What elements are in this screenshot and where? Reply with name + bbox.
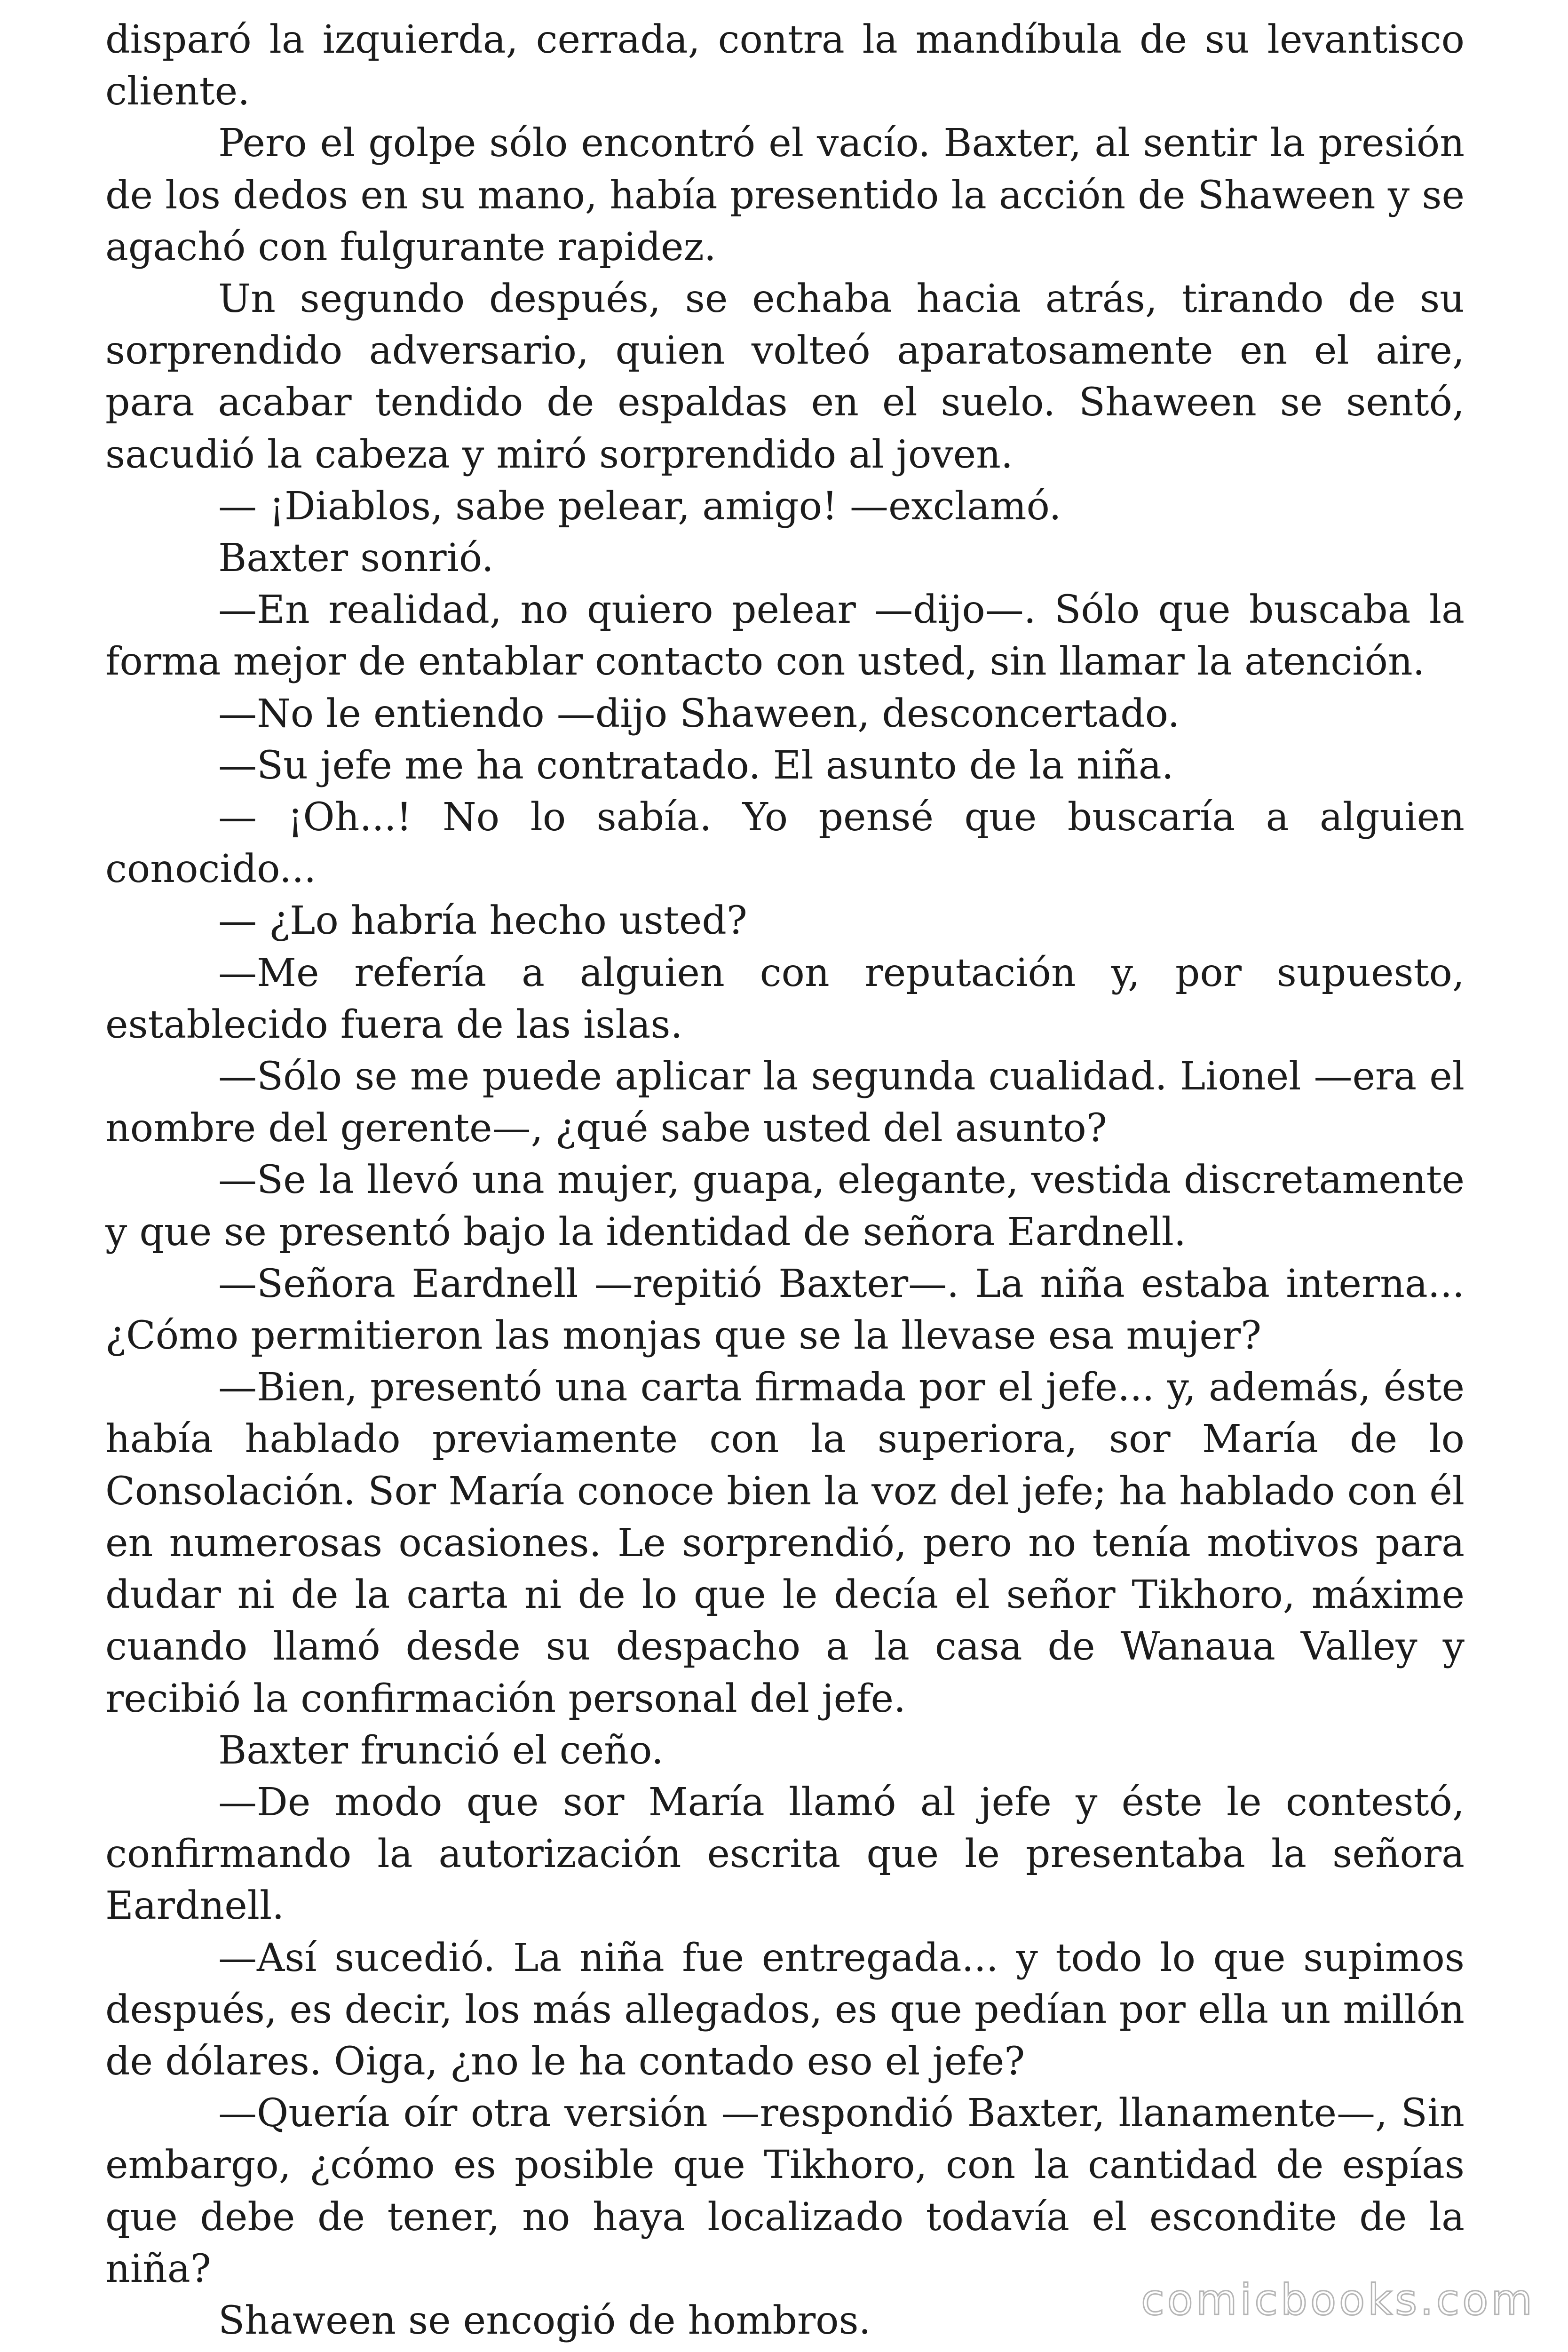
paragraph: — ¡Oh...! No lo sabía. Yo pensé que buscaría a alguien conocido... [105, 795, 1465, 892]
paragraph: —Quería oír otra versión —respondió Baxter, llanamente—, Sin embargo, ¿cómo es posible que Tikhoro, con la cantidad de espías que debe de tener, no haya localizado todavía el escondite de la niña? [105, 2091, 1465, 2291]
paragraph: Pero el golpe sólo encontró el vacío. Baxter, al sentir la presión de los dedos en su mano, había presentido la acción de Shaween y se agachó con fulgurante rapidez. [105, 121, 1465, 270]
paragraph: Baxter sonrió. [218, 536, 494, 581]
paragraph: —Me refería a alguien con reputación y, por supuesto, establecido fuera de las islas. [105, 950, 1465, 1047]
paragraph: disparó la izquierda, cerrada, contra la mandíbula de su levantisco cliente. [105, 17, 1465, 114]
paragraph: —No le entiendo —dijo Shaween, desconcertado. [218, 691, 1180, 736]
paragraph: Baxter frunció el ceño. [218, 1728, 664, 1773]
paragraph: Shaween se encogió de hombros. [218, 2298, 871, 2343]
paragraph: —Señora Eardnell —repitió Baxter—. La niña estaba interna... ¿Cómo permitieron las monjas que se la llevase esa mujer? [105, 1261, 1465, 1359]
paragraph: Un segundo después, se echaba hacia atrás, tirando de su sorprendido adversario, quien volteó aparatosamente en el aire, para acabar tendido de espaldas en el suelo. Shaween se sentó, sacudió la cabeza y miró sorprendido al joven. [105, 277, 1465, 477]
paragraph: —En realidad, no quiero pelear —dijo—. Sólo que buscaba la forma mejor de entablar contacto con usted, sin llamar la atención. [105, 588, 1465, 684]
paragraph: —Se la llevó una mujer, guapa, elegante, vestida discretamente y que se presentó bajo la identidad de señora Eardnell. [105, 1158, 1465, 1255]
paragraph: —Así sucedió. La niña fue entregada... y todo lo que supimos después, es decir, los más allegados, es que pedían por ella un millón de dólares. Oiga, ¿no le ha contado eso el jefe? [105, 1935, 1465, 2084]
paragraph: — ¿Lo habría hecho usted? [218, 898, 747, 944]
paragraph: —Bien, presentó una carta firmada por el jefe... y, además, éste había hablado previamente con la superiora, sor María de lo Consolación. Sor María conoce bien la voz del jefe; ha hablado con él en numerosas ocasiones. Le sorprendió, pero no tenía motivos para dudar ni de la carta ni de lo que le decía el señor Tikhoro, máxime cuando llamó desde su despacho a la casa de Wanaua Valley y recibió la confirmación personal del jefe. [105, 1365, 1465, 1721]
page-text [105, 14, 1465, 2347]
paragraph: —Sólo se me puede aplicar la segunda cualidad. Lionel —era el nombre del gerente—, ¿qué sabe usted del asunto? [105, 1054, 1465, 1151]
paragraph: —De modo que sor María llamó al jefe y éste le contestó, confirmando la autorización escrita que le presentaba la señora Eardnell. [105, 1780, 1465, 1929]
watermark: comicbooks.com [1141, 2275, 1535, 2325]
paragraph: — ¡Diablos, sabe pelear, amigo! —exclamó. [218, 484, 1061, 529]
paragraph: —Su jefe me ha contratado. El asunto de la niña. [218, 743, 1174, 788]
